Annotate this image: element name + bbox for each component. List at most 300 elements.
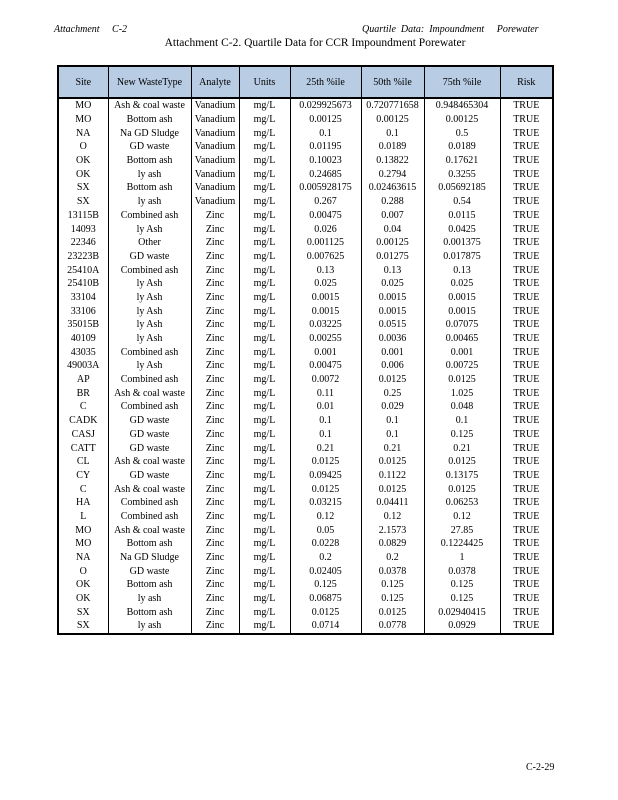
attachment-label: Attachment C-2	[54, 24, 128, 35]
p25-cell: 0.0015	[290, 304, 361, 318]
waste-type-cell: Na GD Sludge	[108, 551, 191, 565]
site-cell: O	[58, 140, 108, 154]
table-row	[58, 619, 553, 634]
units-cell: mg/L	[239, 359, 290, 373]
site-cell: CL	[58, 455, 108, 469]
waste-type-cell: ly Ash	[108, 277, 191, 291]
units-cell: mg/L	[239, 482, 290, 496]
risk-cell: TRUE	[500, 537, 553, 551]
p25-cell: 0.00255	[290, 332, 361, 346]
units-cell: mg/L	[239, 441, 290, 455]
table-row	[58, 318, 553, 332]
risk-cell: TRUE	[500, 126, 553, 140]
p50-cell: 0.0189	[361, 140, 424, 154]
p25-cell: 0.0228	[290, 537, 361, 551]
table-row	[58, 551, 553, 565]
waste-type-cell: ly Ash	[108, 291, 191, 305]
col-header-waste-type: New WasteType	[108, 66, 191, 98]
p75-cell: 0.06253	[424, 496, 500, 510]
col-header-risk: Risk	[500, 66, 553, 98]
waste-type-cell: ly ash	[108, 592, 191, 606]
table-row	[58, 126, 553, 140]
risk-cell: TRUE	[500, 482, 553, 496]
analyte-cell: Zinc	[191, 386, 239, 400]
units-cell: mg/L	[239, 154, 290, 168]
units-cell: mg/L	[239, 98, 290, 113]
risk-cell: TRUE	[500, 564, 553, 578]
p25-cell: 0.12	[290, 510, 361, 524]
p75-cell: 0.0378	[424, 564, 500, 578]
p50-cell: 0.0125	[361, 455, 424, 469]
p75-cell: 0.125	[424, 428, 500, 442]
table-row	[58, 98, 553, 113]
risk-cell: TRUE	[500, 510, 553, 524]
units-cell: mg/L	[239, 414, 290, 428]
p75-cell: 0.125	[424, 578, 500, 592]
p75-cell: 0.0125	[424, 482, 500, 496]
analyte-cell: Zinc	[191, 414, 239, 428]
risk-cell: TRUE	[500, 304, 553, 318]
table-row	[58, 510, 553, 524]
p25-cell: 0.1	[290, 414, 361, 428]
p25-cell: 0.0125	[290, 605, 361, 619]
analyte-cell: Vanadium	[191, 126, 239, 140]
analyte-cell: Zinc	[191, 482, 239, 496]
page-title: Attachment C-2. Quartile Data for CCR Impoundment Porewater	[164, 37, 466, 49]
waste-type-cell: GD waste	[108, 250, 191, 264]
site-cell: CADK	[58, 414, 108, 428]
p25-cell: 0.0125	[290, 482, 361, 496]
site-cell: SX	[58, 181, 108, 195]
risk-cell: TRUE	[500, 291, 553, 305]
risk-cell: TRUE	[500, 455, 553, 469]
p25-cell: 0.1	[290, 428, 361, 442]
analyte-cell: Vanadium	[191, 113, 239, 127]
waste-type-cell: Combined ash	[108, 496, 191, 510]
risk-cell: TRUE	[500, 551, 553, 565]
col-header-75th: 75th %ile	[424, 66, 500, 98]
site-cell: 33106	[58, 304, 108, 318]
units-cell: mg/L	[239, 537, 290, 551]
p50-cell: 0.00125	[361, 113, 424, 127]
p50-cell: 0.029	[361, 400, 424, 414]
p50-cell: 0.025	[361, 277, 424, 291]
p50-cell: 0.0515	[361, 318, 424, 332]
risk-cell: TRUE	[500, 373, 553, 387]
p25-cell: 0.02405	[290, 564, 361, 578]
p50-cell: 0.13822	[361, 154, 424, 168]
risk-cell: TRUE	[500, 98, 553, 113]
col-header-units: Units	[239, 66, 290, 98]
p25-cell: 0.029925673	[290, 98, 361, 113]
risk-cell: TRUE	[500, 277, 553, 291]
p25-cell: 0.125	[290, 578, 361, 592]
risk-cell: TRUE	[500, 140, 553, 154]
p50-cell: 0.0015	[361, 291, 424, 305]
table-header-row	[58, 66, 553, 98]
p25-cell: 0.0125	[290, 455, 361, 469]
risk-cell: TRUE	[500, 167, 553, 181]
analyte-cell: Zinc	[191, 332, 239, 346]
table-row	[58, 332, 553, 346]
p75-cell: 1.025	[424, 386, 500, 400]
site-cell: CASJ	[58, 428, 108, 442]
waste-type-cell: GD waste	[108, 469, 191, 483]
analyte-cell: Zinc	[191, 469, 239, 483]
analyte-cell: Zinc	[191, 441, 239, 455]
risk-cell: TRUE	[500, 386, 553, 400]
site-cell: NA	[58, 551, 108, 565]
p50-cell: 0.21	[361, 441, 424, 455]
p75-cell: 0.0115	[424, 209, 500, 223]
table-row	[58, 140, 553, 154]
p50-cell: 0.1	[361, 126, 424, 140]
units-cell: mg/L	[239, 619, 290, 634]
risk-cell: TRUE	[500, 154, 553, 168]
site-cell: L	[58, 510, 108, 524]
site-cell: AP	[58, 373, 108, 387]
p50-cell: 0.04411	[361, 496, 424, 510]
p75-cell: 0.5	[424, 126, 500, 140]
site-cell: 25410B	[58, 277, 108, 291]
units-cell: mg/L	[239, 510, 290, 524]
risk-cell: TRUE	[500, 469, 553, 483]
p25-cell: 0.00125	[290, 113, 361, 127]
analyte-cell: Zinc	[191, 250, 239, 264]
risk-cell: TRUE	[500, 332, 553, 346]
site-cell: SX	[58, 195, 108, 209]
table-row	[58, 428, 553, 442]
analyte-cell: Zinc	[191, 318, 239, 332]
p25-cell: 0.2	[290, 551, 361, 565]
waste-type-cell: Bottom ash	[108, 181, 191, 195]
risk-cell: TRUE	[500, 359, 553, 373]
p75-cell: 0.13	[424, 263, 500, 277]
waste-type-cell: Ash & coal waste	[108, 523, 191, 537]
waste-type-cell: GD waste	[108, 140, 191, 154]
p25-cell: 0.005928175	[290, 181, 361, 195]
units-cell: mg/L	[239, 209, 290, 223]
p75-cell: 0.54	[424, 195, 500, 209]
risk-cell: TRUE	[500, 318, 553, 332]
units-cell: mg/L	[239, 345, 290, 359]
site-cell: MO	[58, 523, 108, 537]
p75-cell: 0.05692185	[424, 181, 500, 195]
analyte-cell: Vanadium	[191, 140, 239, 154]
waste-type-cell: GD waste	[108, 428, 191, 442]
table-row	[58, 373, 553, 387]
analyte-cell: Zinc	[191, 551, 239, 565]
risk-cell: TRUE	[500, 113, 553, 127]
table-row	[58, 263, 553, 277]
p25-cell: 0.03215	[290, 496, 361, 510]
table-row	[58, 482, 553, 496]
waste-type-cell: ly Ash	[108, 332, 191, 346]
table-row	[58, 250, 553, 264]
units-cell: mg/L	[239, 126, 290, 140]
analyte-cell: Zinc	[191, 209, 239, 223]
site-cell: CY	[58, 469, 108, 483]
p25-cell: 0.03225	[290, 318, 361, 332]
risk-cell: TRUE	[500, 209, 553, 223]
risk-cell: TRUE	[500, 400, 553, 414]
analyte-cell: Zinc	[191, 578, 239, 592]
table-row	[58, 304, 553, 318]
p50-cell: 0.00125	[361, 236, 424, 250]
p75-cell: 0.001	[424, 345, 500, 359]
units-cell: mg/L	[239, 523, 290, 537]
site-cell: OK	[58, 578, 108, 592]
units-cell: mg/L	[239, 428, 290, 442]
units-cell: mg/L	[239, 400, 290, 414]
waste-type-cell: ly Ash	[108, 318, 191, 332]
analyte-cell: Vanadium	[191, 195, 239, 209]
units-cell: mg/L	[239, 332, 290, 346]
p25-cell: 0.026	[290, 222, 361, 236]
units-cell: mg/L	[239, 263, 290, 277]
waste-type-cell: GD waste	[108, 441, 191, 455]
site-cell: MO	[58, 113, 108, 127]
p75-cell: 0.12	[424, 510, 500, 524]
analyte-cell: Zinc	[191, 236, 239, 250]
analyte-cell: Zinc	[191, 564, 239, 578]
waste-type-cell: Bottom ash	[108, 578, 191, 592]
p75-cell: 0.3255	[424, 167, 500, 181]
table-row	[58, 605, 553, 619]
p75-cell: 0.0015	[424, 291, 500, 305]
waste-type-cell: Other	[108, 236, 191, 250]
p75-cell: 0.00465	[424, 332, 500, 346]
risk-cell: TRUE	[500, 236, 553, 250]
table-row	[58, 414, 553, 428]
risk-cell: TRUE	[500, 605, 553, 619]
col-header-25th: 25th %ile	[290, 66, 361, 98]
waste-type-cell: Na GD Sludge	[108, 126, 191, 140]
site-cell: HA	[58, 496, 108, 510]
p75-cell: 0.13175	[424, 469, 500, 483]
risk-cell: TRUE	[500, 496, 553, 510]
site-cell: 23223B	[58, 250, 108, 264]
waste-type-cell: GD waste	[108, 414, 191, 428]
site-cell: C	[58, 482, 108, 496]
waste-type-cell: Bottom ash	[108, 537, 191, 551]
p75-cell: 0.0125	[424, 455, 500, 469]
p50-cell: 0.0378	[361, 564, 424, 578]
p50-cell: 0.1	[361, 428, 424, 442]
site-cell: OK	[58, 167, 108, 181]
waste-type-cell: ly Ash	[108, 359, 191, 373]
waste-type-cell: ly ash	[108, 619, 191, 634]
table-row	[58, 496, 553, 510]
risk-cell: TRUE	[500, 592, 553, 606]
p50-cell: 0.0125	[361, 482, 424, 496]
table-row	[58, 578, 553, 592]
analyte-cell: Zinc	[191, 263, 239, 277]
units-cell: mg/L	[239, 195, 290, 209]
p50-cell: 0.001	[361, 345, 424, 359]
waste-type-cell: Bottom ash	[108, 605, 191, 619]
analyte-cell: Zinc	[191, 359, 239, 373]
p75-cell: 0.02940415	[424, 605, 500, 619]
analyte-cell: Zinc	[191, 537, 239, 551]
risk-cell: TRUE	[500, 263, 553, 277]
site-cell: 49003A	[58, 359, 108, 373]
table-body	[58, 98, 553, 634]
p25-cell: 0.06875	[290, 592, 361, 606]
analyte-cell: Vanadium	[191, 181, 239, 195]
waste-type-cell: ly ash	[108, 195, 191, 209]
waste-type-cell: Bottom ash	[108, 154, 191, 168]
analyte-cell: Vanadium	[191, 154, 239, 168]
risk-cell: TRUE	[500, 250, 553, 264]
waste-type-cell: Ash & coal waste	[108, 98, 191, 113]
analyte-cell: Zinc	[191, 605, 239, 619]
site-cell: 14093	[58, 222, 108, 236]
site-cell: BR	[58, 386, 108, 400]
p75-cell: 0.0189	[424, 140, 500, 154]
units-cell: mg/L	[239, 113, 290, 127]
units-cell: mg/L	[239, 222, 290, 236]
units-cell: mg/L	[239, 181, 290, 195]
units-cell: mg/L	[239, 236, 290, 250]
table-row	[58, 523, 553, 537]
units-cell: mg/L	[239, 386, 290, 400]
units-cell: mg/L	[239, 250, 290, 264]
p75-cell: 0.125	[424, 592, 500, 606]
p25-cell: 0.24685	[290, 167, 361, 181]
waste-type-cell: ly Ash	[108, 222, 191, 236]
table-row	[58, 592, 553, 606]
p50-cell: 0.2	[361, 551, 424, 565]
analyte-cell: Zinc	[191, 455, 239, 469]
risk-cell: TRUE	[500, 414, 553, 428]
p75-cell: 0.017875	[424, 250, 500, 264]
analyte-cell: Zinc	[191, 373, 239, 387]
waste-type-cell: Combined ash	[108, 400, 191, 414]
table-row	[58, 386, 553, 400]
analyte-cell: Zinc	[191, 523, 239, 537]
site-cell: C	[58, 400, 108, 414]
waste-type-cell: Combined ash	[108, 209, 191, 223]
table-row	[58, 113, 553, 127]
waste-type-cell: Ash & coal waste	[108, 386, 191, 400]
waste-type-cell: Bottom ash	[108, 113, 191, 127]
p50-cell: 0.0015	[361, 304, 424, 318]
p50-cell: 0.13	[361, 263, 424, 277]
p25-cell: 0.01195	[290, 140, 361, 154]
waste-type-cell: GD waste	[108, 564, 191, 578]
p25-cell: 0.05	[290, 523, 361, 537]
units-cell: mg/L	[239, 140, 290, 154]
units-cell: mg/L	[239, 578, 290, 592]
table-row	[58, 564, 553, 578]
table-row	[58, 167, 553, 181]
p75-cell: 27.85	[424, 523, 500, 537]
waste-type-cell: Ash & coal waste	[108, 455, 191, 469]
site-cell: MO	[58, 98, 108, 113]
running-header: Quartile Data: Impoundment Porewater	[362, 24, 539, 35]
p50-cell: 0.25	[361, 386, 424, 400]
table-row	[58, 236, 553, 250]
p75-cell: 0.00725	[424, 359, 500, 373]
units-cell: mg/L	[239, 318, 290, 332]
table-row	[58, 400, 553, 414]
p50-cell: 0.2794	[361, 167, 424, 181]
table-row	[58, 441, 553, 455]
p25-cell: 0.11	[290, 386, 361, 400]
units-cell: mg/L	[239, 304, 290, 318]
p50-cell: 0.0125	[361, 373, 424, 387]
table-row	[58, 209, 553, 223]
p50-cell: 0.02463615	[361, 181, 424, 195]
site-cell: NA	[58, 126, 108, 140]
p50-cell: 0.04	[361, 222, 424, 236]
p50-cell: 0.288	[361, 195, 424, 209]
p25-cell: 0.0072	[290, 373, 361, 387]
p75-cell: 0.025	[424, 277, 500, 291]
p75-cell: 0.001375	[424, 236, 500, 250]
units-cell: mg/L	[239, 167, 290, 181]
analyte-cell: Zinc	[191, 496, 239, 510]
p50-cell: 0.1	[361, 414, 424, 428]
p25-cell: 0.025	[290, 277, 361, 291]
col-header-analyte: Analyte	[191, 66, 239, 98]
risk-cell: TRUE	[500, 181, 553, 195]
analyte-cell: Zinc	[191, 304, 239, 318]
site-cell: 25410A	[58, 263, 108, 277]
site-cell: 43035	[58, 345, 108, 359]
p25-cell: 0.001	[290, 345, 361, 359]
p25-cell: 0.0714	[290, 619, 361, 634]
site-cell: SX	[58, 619, 108, 634]
units-cell: mg/L	[239, 277, 290, 291]
table-row	[58, 537, 553, 551]
p75-cell: 1	[424, 551, 500, 565]
site-cell: O	[58, 564, 108, 578]
site-cell: 35015B	[58, 318, 108, 332]
analyte-cell: Zinc	[191, 510, 239, 524]
analyte-cell: Zinc	[191, 619, 239, 634]
units-cell: mg/L	[239, 373, 290, 387]
p75-cell: 0.0425	[424, 222, 500, 236]
table-row	[58, 291, 553, 305]
p75-cell: 0.1	[424, 414, 500, 428]
quartile-table-container	[57, 65, 554, 635]
analyte-cell: Zinc	[191, 428, 239, 442]
table-row	[58, 195, 553, 209]
p50-cell: 0.01275	[361, 250, 424, 264]
p75-cell: 0.17621	[424, 154, 500, 168]
p50-cell: 0.125	[361, 592, 424, 606]
p25-cell: 0.0015	[290, 291, 361, 305]
col-header-site: Site	[58, 66, 108, 98]
p75-cell: 0.048	[424, 400, 500, 414]
p75-cell: 0.00125	[424, 113, 500, 127]
site-cell: 13115B	[58, 209, 108, 223]
units-cell: mg/L	[239, 605, 290, 619]
p25-cell: 0.001125	[290, 236, 361, 250]
site-cell: OK	[58, 154, 108, 168]
p25-cell: 0.21	[290, 441, 361, 455]
waste-type-cell: Combined ash	[108, 373, 191, 387]
units-cell: mg/L	[239, 592, 290, 606]
risk-cell: TRUE	[500, 345, 553, 359]
site-cell: 40109	[58, 332, 108, 346]
units-cell: mg/L	[239, 551, 290, 565]
p50-cell: 0.125	[361, 578, 424, 592]
p25-cell: 0.1	[290, 126, 361, 140]
units-cell: mg/L	[239, 469, 290, 483]
